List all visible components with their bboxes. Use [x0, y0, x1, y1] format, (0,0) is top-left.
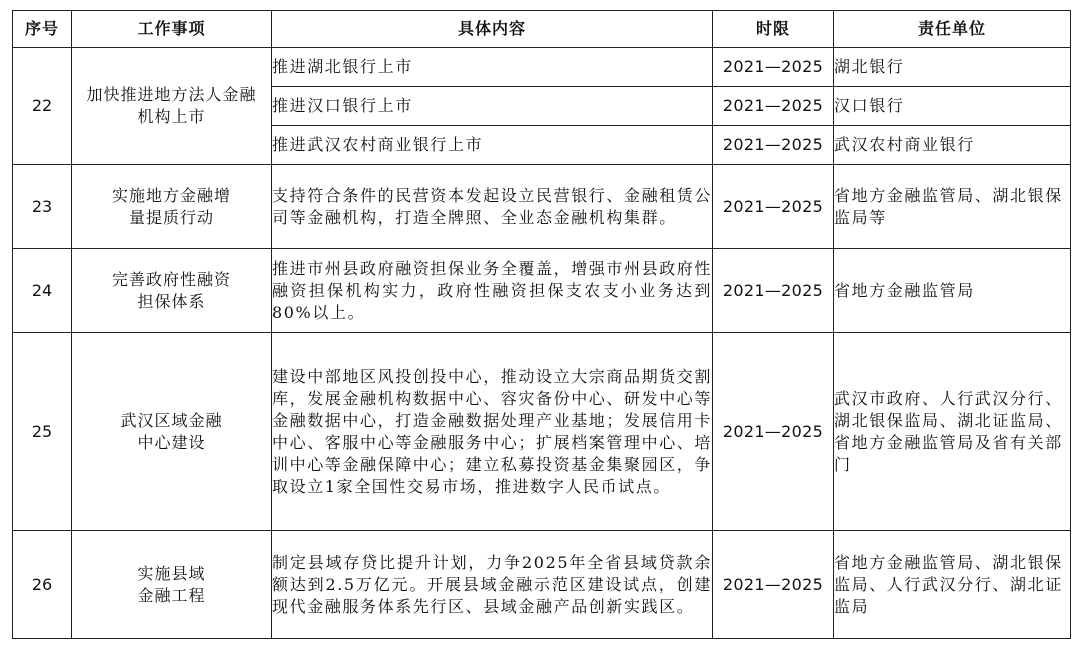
unit-cell: 汉口银行: [834, 87, 1071, 126]
unit-cell: 省地方金融监管局: [834, 249, 1071, 333]
header-period: 时限: [713, 11, 834, 48]
task-cell: [72, 249, 272, 333]
period-cell: 2021—2025: [713, 165, 834, 249]
table-row: [13, 333, 1071, 531]
row-number: 25: [13, 333, 72, 531]
header-no: 序号: [13, 11, 72, 48]
content-cell: 推进汉口银行上市: [272, 87, 713, 126]
period-cell: 2021—2025: [713, 531, 834, 639]
task-cell: [72, 48, 272, 165]
table-row: [13, 531, 1071, 639]
unit-cell: 武汉农村商业银行: [834, 126, 1071, 165]
unit-cell: 湖北银行: [834, 48, 1071, 87]
content-cell: 推进市州县政府融资担保业务全覆盖，增强市州县政府性融资担保机构实力，政府性融资担保支农支小业务达到80%以上。: [272, 249, 713, 333]
row-number: 23: [13, 165, 72, 249]
period-cell: 2021—2025: [713, 126, 834, 165]
content-cell: 制定县域存贷比提升计划，力争2025年全省县域贷款余额达到2.5万亿元。开展县域金融示范区建设试点，创建现代金融服务体系先行区、县域金融产品创新实践区。: [272, 531, 713, 639]
header-unit: 责任单位: [834, 11, 1071, 48]
header-content: 具体内容: [272, 11, 713, 48]
task-text: 完善政府性融资担保体系: [111, 269, 231, 311]
content-cell: 推进武汉农村商业银行上市: [272, 126, 713, 165]
header-row: [13, 11, 1071, 48]
content-cell: 推进湖北银行上市: [272, 48, 713, 87]
task-text: 加快推进地方法人金融机构上市: [86, 85, 257, 126]
row-number: 26: [13, 531, 72, 639]
content-cell: 支持符合条件的民营资本发起设立民营银行、金融租赁公司等金融机构，打造全牌照、全业态金融机构集群。: [272, 165, 713, 249]
task-text: 实施地方金融增量提质行动: [111, 185, 231, 227]
unit-cell: 省地方金融监管局、湖北银保监局等: [834, 165, 1071, 249]
content-cell: 建设中部地区风投创投中心，推动设立大宗商品期货交割库，发展金融机构数据中心、容灾备份中心、研发中心等金融数据中心，打造金融数据处理产业基地；发展信用卡中心、客服中心等金融服务中心；扩展档案管理中心、培训中心等金融保障中心；建立私募投资基金集聚园区，争取设立1家全国性交易市场，推进数字人民币试点。: [272, 333, 713, 531]
task-cell: [72, 333, 272, 531]
period-cell: 2021—2025: [713, 87, 834, 126]
period-cell: 2021—2025: [713, 249, 834, 333]
row-number: 22: [13, 48, 72, 165]
task-text: 实施县域金融工程: [137, 563, 206, 605]
period-cell: 2021—2025: [713, 48, 834, 87]
table-row: [13, 165, 1071, 249]
header-task: 工作事项: [72, 11, 272, 48]
unit-cell: 武汉市政府、人行武汉分行、湖北银保监局、湖北证监局、省地方金融监管局及省有关部门: [834, 333, 1071, 531]
task-cell: [72, 531, 272, 639]
task-text: 武汉区域金融中心建设: [120, 410, 223, 452]
task-cell: [72, 165, 272, 249]
work-plan-table: [12, 10, 1071, 639]
table-row: [13, 249, 1071, 333]
unit-cell: 省地方金融监管局、湖北银保监局、人行武汉分行、湖北证监局: [834, 531, 1071, 639]
row-number: 24: [13, 249, 72, 333]
period-cell: 2021—2025: [713, 333, 834, 531]
table-row: [13, 48, 1071, 87]
